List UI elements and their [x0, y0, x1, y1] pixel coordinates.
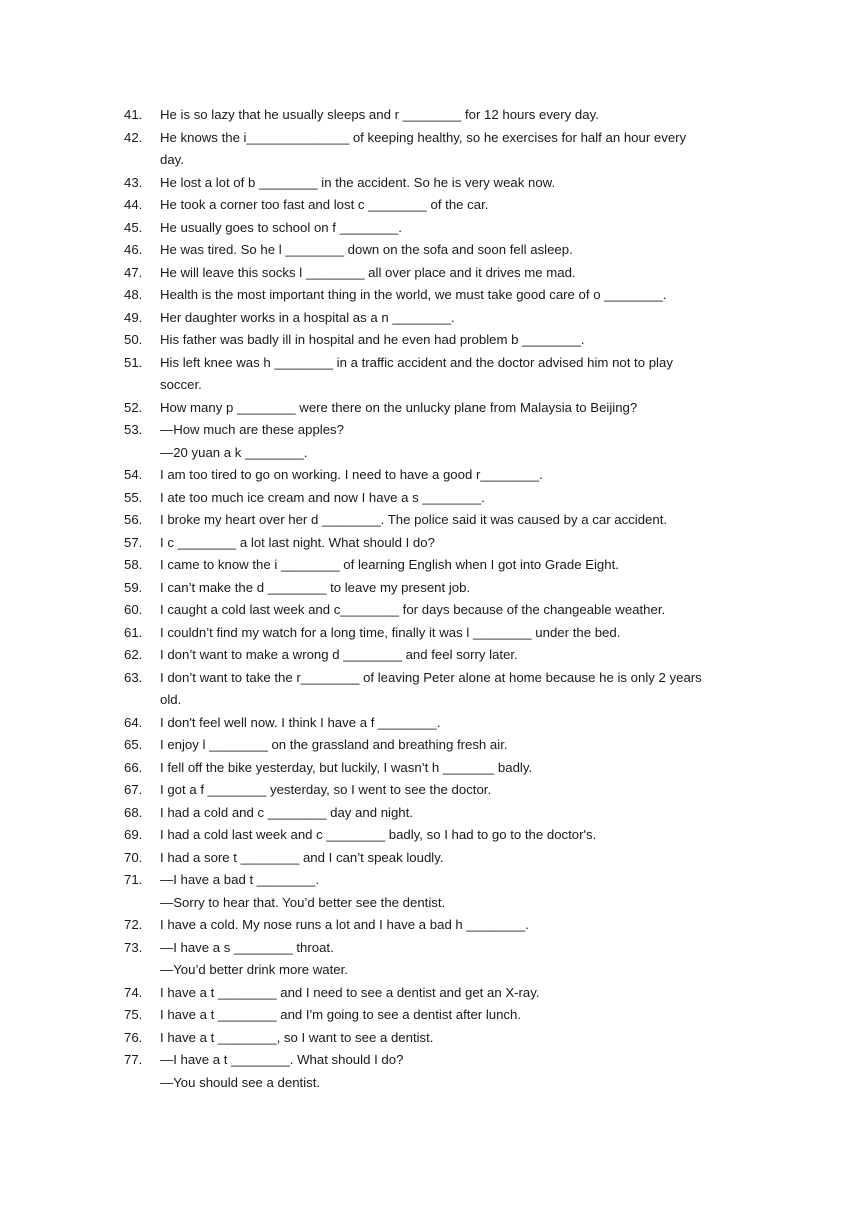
question-number: 66.: [124, 759, 143, 775]
question-line: I have a cold. My nose runs a lot and I have a bad h ________.: [160, 917, 529, 932]
question-text: [160, 329, 732, 352]
question-number: 63.: [124, 669, 143, 685]
question-item: [124, 104, 732, 127]
question-line: day.: [160, 152, 184, 167]
question-text: [160, 352, 732, 397]
question-item: [124, 217, 732, 240]
question-text: [160, 847, 732, 870]
question-text: [160, 802, 732, 825]
question-line: I broke my heart over her d ________. The police said it was caused by a car accident.: [160, 512, 668, 527]
question-line: I have a t ________ and I'm going to see a dentist after lunch.: [160, 1007, 522, 1022]
question-text: [160, 487, 732, 510]
question-item: [124, 509, 732, 532]
question-number: 55.: [124, 489, 143, 505]
question-text: [160, 622, 732, 645]
question-item: [124, 779, 732, 802]
question-number: 46.: [124, 242, 143, 257]
question-line: I had a sore t ________ and I can’t speak loudly.: [160, 849, 444, 865]
question-text: [160, 1004, 732, 1027]
question-item: [124, 284, 732, 307]
question-number: 67.: [124, 782, 143, 797]
question-line: He took a corner too fast and lost c ________ of the car.: [160, 197, 489, 212]
question-line: He knows the i______________ of keeping healthy, so he exercises for half an hour every: [160, 129, 687, 145]
question-item: [124, 329, 732, 352]
question-line: I can’t make the d ________ to leave my present job.: [160, 579, 471, 595]
question-item: [124, 1004, 732, 1027]
question-text: [160, 869, 732, 914]
question-number: 77.: [124, 1052, 143, 1067]
question-line: His left knee was h ________ in a traffic accident and the doctor advised him not to play: [160, 354, 673, 370]
question-text: [160, 734, 732, 757]
question-text: [160, 127, 732, 172]
question-line: He will leave this socks l ________ all over place and it drives me mad.: [160, 264, 576, 280]
question-number: 48.: [124, 287, 143, 302]
question-item: [124, 419, 732, 464]
question-item: [124, 622, 732, 645]
question-item: [124, 982, 732, 1005]
question-item: [124, 577, 732, 600]
question-number: 42.: [124, 129, 143, 145]
question-number: 70.: [124, 849, 143, 865]
question-text: [160, 104, 732, 127]
question-line: I fell off the bike yesterday, but luckily, I wasn’t h _______ badly.: [160, 759, 533, 775]
question-number: 45.: [124, 219, 143, 235]
question-line: —I have a s ________ throat.: [160, 939, 334, 955]
question-line: I came to know the i ________ of learning English when I got into Grade Eight.: [160, 557, 619, 572]
question-line: I don't feel well now. I think I have a f ________.: [160, 714, 441, 730]
question-text: [160, 307, 732, 330]
question-item: [124, 239, 732, 262]
question-number: 57.: [124, 534, 143, 550]
question-item: [124, 847, 732, 870]
question-text: [160, 509, 732, 532]
question-item: [124, 914, 732, 937]
question-item: [124, 307, 732, 330]
question-text: [160, 824, 732, 847]
question-text: [160, 599, 732, 622]
question-number: 52.: [124, 399, 143, 415]
question-item: [124, 599, 732, 622]
question-item: [124, 532, 732, 555]
question-item: [124, 802, 732, 825]
question-text: [160, 172, 732, 195]
question-line: He usually goes to school on f ________.: [160, 219, 402, 235]
question-number: 61.: [124, 624, 143, 640]
question-number: 51.: [124, 354, 143, 370]
question-number: 64.: [124, 714, 143, 730]
question-text: [160, 757, 732, 780]
question-text: [160, 217, 732, 240]
question-line: —I have a t ________. What should I do?: [160, 1052, 404, 1067]
question-line: Her daughter works in a hospital as a n ________.: [160, 309, 455, 325]
question-number: 76.: [124, 1029, 143, 1045]
question-line: I have a t ________, so I want to see a dentist.: [160, 1029, 434, 1045]
question-text: [160, 1049, 732, 1094]
question-text: [160, 577, 732, 600]
question-text: [160, 914, 732, 937]
question-line: I couldn’t find my watch for a long time, finally it was l ________ under the bed.: [160, 624, 621, 640]
question-number: 71.: [124, 872, 143, 887]
question-list: [124, 104, 732, 1094]
question-text: [160, 1027, 732, 1050]
question-number: 72.: [124, 917, 143, 932]
question-line: I got a f ________ yesterday, so I went to see the doctor.: [160, 782, 492, 797]
question-number: 59.: [124, 579, 143, 595]
question-number: 65.: [124, 737, 143, 752]
question-line: I had a cold and c ________ day and night.: [160, 804, 413, 820]
question-item: [124, 127, 732, 172]
question-number: 73.: [124, 939, 143, 955]
question-text: [160, 982, 732, 1005]
question-line: He lost a lot of b ________ in the accident. So he is very weak now.: [160, 174, 556, 190]
question-item: [124, 667, 732, 712]
question-line: I c ________ a lot last night. What should I do?: [160, 534, 435, 550]
question-item: [124, 554, 732, 577]
question-text: [160, 262, 732, 285]
question-line: I caught a cold last week and c________ for days because of the changeable weather.: [160, 602, 666, 617]
question-number: 74.: [124, 984, 143, 1000]
question-number: 60.: [124, 602, 143, 617]
question-number: 49.: [124, 309, 143, 325]
question-text: [160, 532, 732, 555]
question-line: —20 yuan a k ________.: [160, 444, 308, 460]
question-line: I ate too much ice cream and now I have a s ________.: [160, 489, 485, 505]
question-item: [124, 712, 732, 735]
question-line: I don’t want to make a wrong d ________ and feel sorry later.: [160, 647, 518, 662]
question-item: [124, 397, 732, 420]
question-item: [124, 937, 732, 982]
question-number: 54.: [124, 467, 143, 482]
question-item: [124, 487, 732, 510]
question-item: [124, 644, 732, 667]
question-number: 41.: [124, 107, 143, 122]
question-line: He was tired. So he l ________ down on the sofa and soon fell asleep.: [160, 242, 573, 257]
question-text: [160, 284, 732, 307]
question-line: Health is the most important thing in the world, we must take good care of o ________.: [160, 287, 667, 302]
question-line: I don’t want to take the r________ of leaving Peter alone at home because he is only 2 years: [160, 669, 702, 685]
question-line: He is so lazy that he usually sleeps and r ________ for 12 hours every day.: [160, 107, 599, 122]
question-number: 53.: [124, 422, 143, 437]
question-item: [124, 1027, 732, 1050]
question-number: 47.: [124, 264, 143, 280]
question-line: old.: [160, 692, 182, 707]
question-text: [160, 464, 732, 487]
question-item: [124, 734, 732, 757]
question-text: [160, 419, 732, 464]
question-item: [124, 824, 732, 847]
question-number: 62.: [124, 647, 143, 662]
question-text: [160, 397, 732, 420]
question-text: [160, 194, 732, 217]
question-item: [124, 172, 732, 195]
question-number: 44.: [124, 197, 143, 212]
question-text: [160, 667, 732, 712]
question-line: —How much are these apples?: [160, 422, 344, 437]
question-line: How many p ________ were there on the unlucky plane from Malaysia to Beijing?: [160, 399, 638, 415]
question-text: [160, 644, 732, 667]
question-number: 56.: [124, 512, 143, 527]
question-line: —Sorry to hear that. You’d better see the dentist.: [160, 894, 446, 910]
question-line: I have a t ________ and I need to see a dentist and get an X-ray.: [160, 984, 540, 1000]
question-line: I enjoy l ________ on the grassland and breathing fresh air.: [160, 737, 508, 752]
question-line: His father was badly ill in hospital and he even had problem b ________.: [160, 332, 585, 347]
question-number: 69.: [124, 827, 143, 842]
question-text: [160, 937, 732, 982]
question-text: [160, 554, 732, 577]
question-line: I am too tired to go on working. I need to have a good r________.: [160, 467, 543, 482]
question-line: I had a cold last week and c ________ badly, so I had to go to the doctor's.: [160, 827, 597, 842]
question-text: [160, 712, 732, 735]
question-item: [124, 1049, 732, 1094]
question-number: 50.: [124, 332, 143, 347]
question-text: [160, 239, 732, 262]
question-number: 43.: [124, 174, 143, 190]
question-item: [124, 262, 732, 285]
question-item: [124, 194, 732, 217]
question-line: —I have a bad t ________.: [160, 872, 320, 887]
question-number: 58.: [124, 557, 143, 572]
question-number: 68.: [124, 804, 143, 820]
question-line: —You should see a dentist.: [160, 1074, 321, 1090]
question-number: 75.: [124, 1007, 143, 1022]
question-item: [124, 352, 732, 397]
question-line: soccer.: [160, 377, 202, 392]
question-item: [124, 757, 732, 780]
question-item: [124, 464, 732, 487]
question-text: [160, 779, 732, 802]
question-line: —You’d better drink more water.: [160, 962, 348, 977]
question-item: [124, 869, 732, 914]
